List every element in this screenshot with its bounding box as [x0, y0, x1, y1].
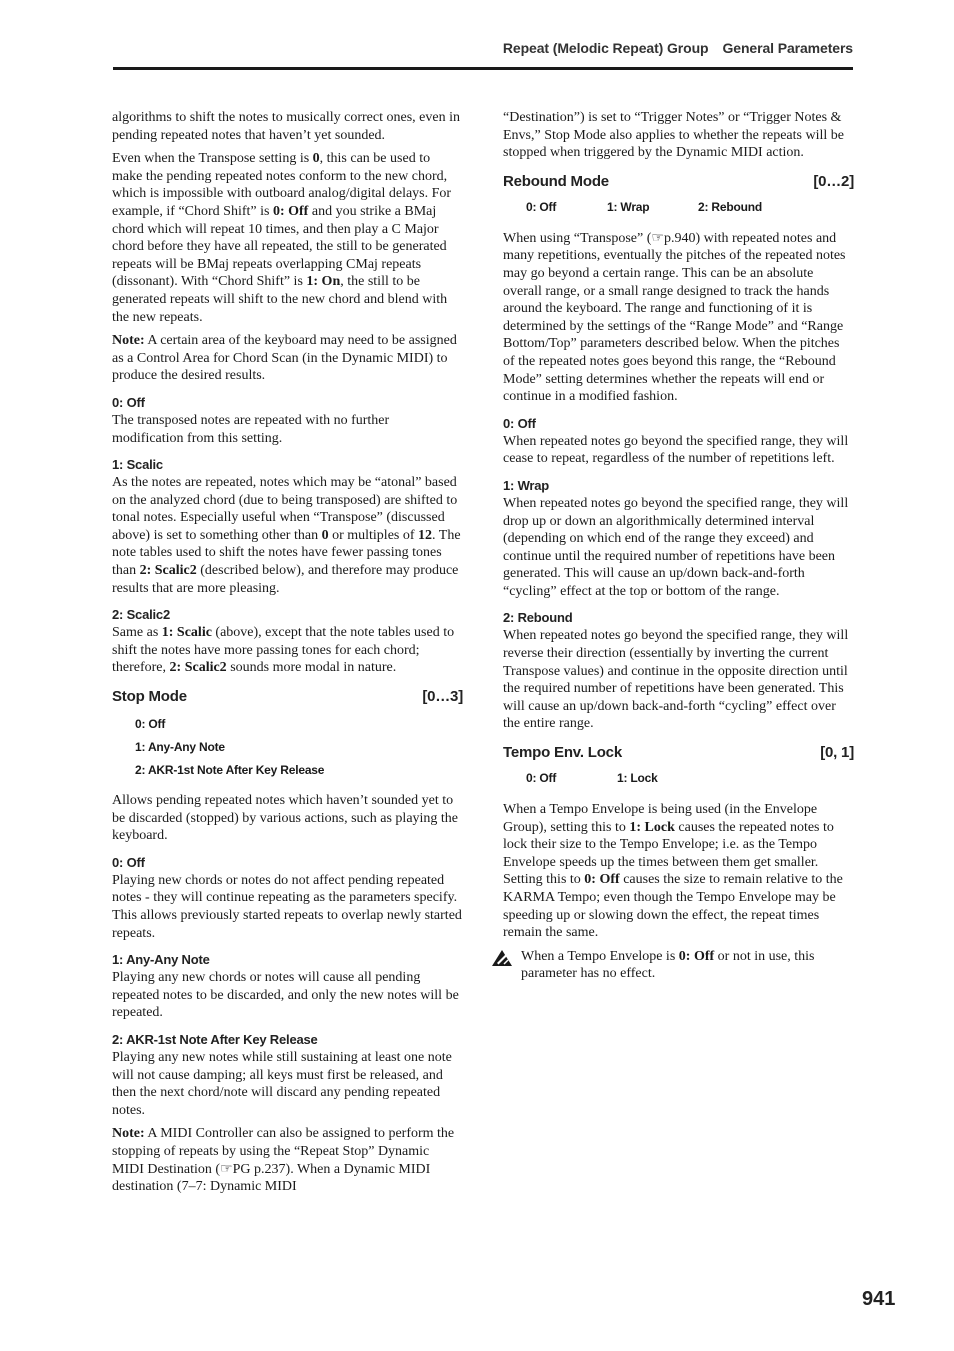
- running-header: [113, 40, 853, 66]
- paragraph: Even when the Transpose setting is 0, this can be used to make the pending repeated notes conform to the new chord, which is impossible with outboard analog/digital delays. For example, if “Chord Shift” is 0: Off and you strike a BMaj chord which will repeat 10 times, and then play a C Major chord before they have all repeated, the still to be generated repeats will be BMaj repeats overlapping CMaj repeats (dissonant). With “Chord Shift” is 1: On, the still to be generated repeats will shift to the new chord and blend with the new repeats.: [112, 151, 452, 325]
- paragraph: Playing any new chords or notes will cause all pending repeated notes to be discarded, and only the new notes will be repeated.: [112, 970, 459, 1021]
- option-item: 0: Off: [526, 199, 557, 214]
- header-section: General Parameters: [722, 40, 853, 56]
- caution-paragraph: When a Tempo Envelope is 0: Off or not in use, this parameter has no effect.: [503, 948, 854, 983]
- section-title: Stop Mode: [112, 688, 187, 706]
- paragraph: Playing new chords or notes do not affect pending repeated notes - they will continue repeating as the parameters specify. This allows previously started repeats to overlap newly started repeats.: [112, 872, 462, 941]
- right-column: [503, 109, 854, 989]
- paragraph: When using “Transpose” (☞p.940) with repeated notes and many repetitions, eventually the pitches of the repeated notes may go beyond a certain range. This can be an absolute overall range, or a small range designed to track the hands around the keyboard. The range and functioning of it is determined by the settings of the “Range Mode” and “Range Bottom/Top” parameters described below. When the pitches of the repeated notes goes beyond this range, the “Rebound Mode” setting determines whether the repeats will end or continue in a modified fashion.: [503, 230, 846, 405]
- paragraph: algorithms to shift the notes to musically correct ones, even in pending repeated notes that haven’t yet sounded.: [112, 110, 460, 143]
- paragraph: When repeated notes go beyond the specified range, they will cease to repeat, regardless of the number of repetitions left.: [503, 433, 849, 467]
- caution-icon: [491, 949, 513, 967]
- page-number: 941: [862, 1288, 896, 1310]
- note-paragraph: Note: A MIDI Controller can also be assigned to perform the stopping of repeats by using the “Repeat Stop” Dynamic MIDI Destination (☞PG p.237). When a Dynamic MIDI destination (7–7: Dynamic MIDI: [112, 1126, 455, 1195]
- option-row: [503, 198, 854, 218]
- option-item: 1: Wrap: [607, 199, 650, 214]
- section-title: Rebound Mode: [503, 172, 609, 190]
- option-heading: 1: Scalic: [112, 457, 163, 473]
- option-heading: 2: Rebound: [503, 610, 573, 626]
- paragraph: The transposed notes are repeated with no further modification from this setting.: [112, 412, 390, 446]
- header-group: Repeat (Melodic Repeat) Group: [502, 40, 709, 56]
- option-list: [112, 713, 463, 782]
- section-heading-rebound-mode: [503, 172, 854, 192]
- option-item: 0: Off: [135, 717, 166, 732]
- option-heading: 0: Off: [112, 854, 145, 870]
- option-item: 1: Lock: [617, 771, 658, 786]
- paragraph: When a Tempo Envelope is being used (in the Envelope Group), setting this to 1: Lock causes the repeated notes to lock their size to the Tempo Envelope; i.e. as the Tempo Envelope speeds up the times between them get smaller. Setting this to 0: Off causes the size to remain relative to the KARMA Tempo; even though the Tempo Envelope may be speeding up or slowing down the effect, the repeat times remain the same.: [503, 802, 843, 941]
- paragraph: “Destination”) is set to “Trigger Notes” or “Trigger Notes & Envs,” Stop Mode also applies to whether the repeats will be stopped when triggered by the Dynamic MIDI action.: [503, 110, 844, 161]
- option-row: [503, 769, 854, 789]
- option-heading: 2: AKR-1st Note After Key Release: [112, 1031, 318, 1047]
- option-item: 2: Rebound: [698, 199, 762, 214]
- paragraph: When repeated notes go beyond the specified range, they will reverse their direction (essentially by inverting the current Transpose values) and continue in the opposite direction until the required number of repetitions have been generated. This will cause an up/down back-and-forth “cycling” effect over the entire range.: [503, 628, 849, 732]
- note-paragraph: Note: A certain area of the keyboard may need to be assigned as a Control Area for Chord Scan (in the Dynamic MIDI) to produce the desired results.: [112, 333, 457, 384]
- header-rule: [113, 67, 853, 70]
- option-item: 0: Off: [526, 771, 557, 786]
- section-range: [0, 1]: [820, 744, 854, 762]
- paragraph: Playing any new notes while still sustaining at least one note will not cause damping; all keys must first be released, and then the next chord/note will discard any pending repeated notes.: [112, 1049, 452, 1118]
- left-column: [112, 109, 463, 1202]
- section-range: [0…2]: [813, 172, 854, 190]
- option-heading: 0: Off: [112, 394, 145, 410]
- section-title: Tempo Env. Lock: [503, 744, 622, 762]
- option-heading: 1: Wrap: [503, 477, 550, 493]
- paragraph: Same as 1: Scalic (above), except that the note tables used to shift the notes have more passing tones for each chord; therefore, 2: Scalic2 sounds more modal in nature.: [112, 625, 455, 676]
- section-heading-tempo-env-lock: [503, 743, 854, 763]
- section-heading-stop-mode: [112, 687, 463, 707]
- option-item: 1: Any-Any Note: [135, 740, 225, 755]
- paragraph: Allows pending repeated notes which haven’t sounded yet to be discarded (stopped) by various actions, such as playing the keyboard.: [112, 793, 459, 844]
- option-heading: 1: Any-Any Note: [112, 952, 210, 968]
- option-heading: 0: Off: [503, 415, 536, 431]
- section-range: [0…3]: [422, 688, 463, 706]
- paragraph: When repeated notes go beyond the specified range, they will drop up or down an algorithmically determined interval (depending on which end of the range they exceed) and continue until the required number of repetitions have been generated. This will cause an up/down back-and-forth “cycling” effect at the top or bottom of the range.: [503, 495, 849, 599]
- paragraph: As the notes are repeated, notes which may be “atonal” based on the analyzed chord (due to being transposed) are shifted to tonal notes. Especially useful when “Transpose” (discussed above) is set to something other than 0 or multiples of 12. The note tables used to shift the notes have fewer passing tones than 2: Scalic2 (described below), and therefore may produce results that are more pleasing.: [112, 475, 461, 596]
- option-heading: 2: Scalic2: [112, 607, 170, 623]
- option-item: 2: AKR-1st Note After Key Release: [135, 763, 325, 778]
